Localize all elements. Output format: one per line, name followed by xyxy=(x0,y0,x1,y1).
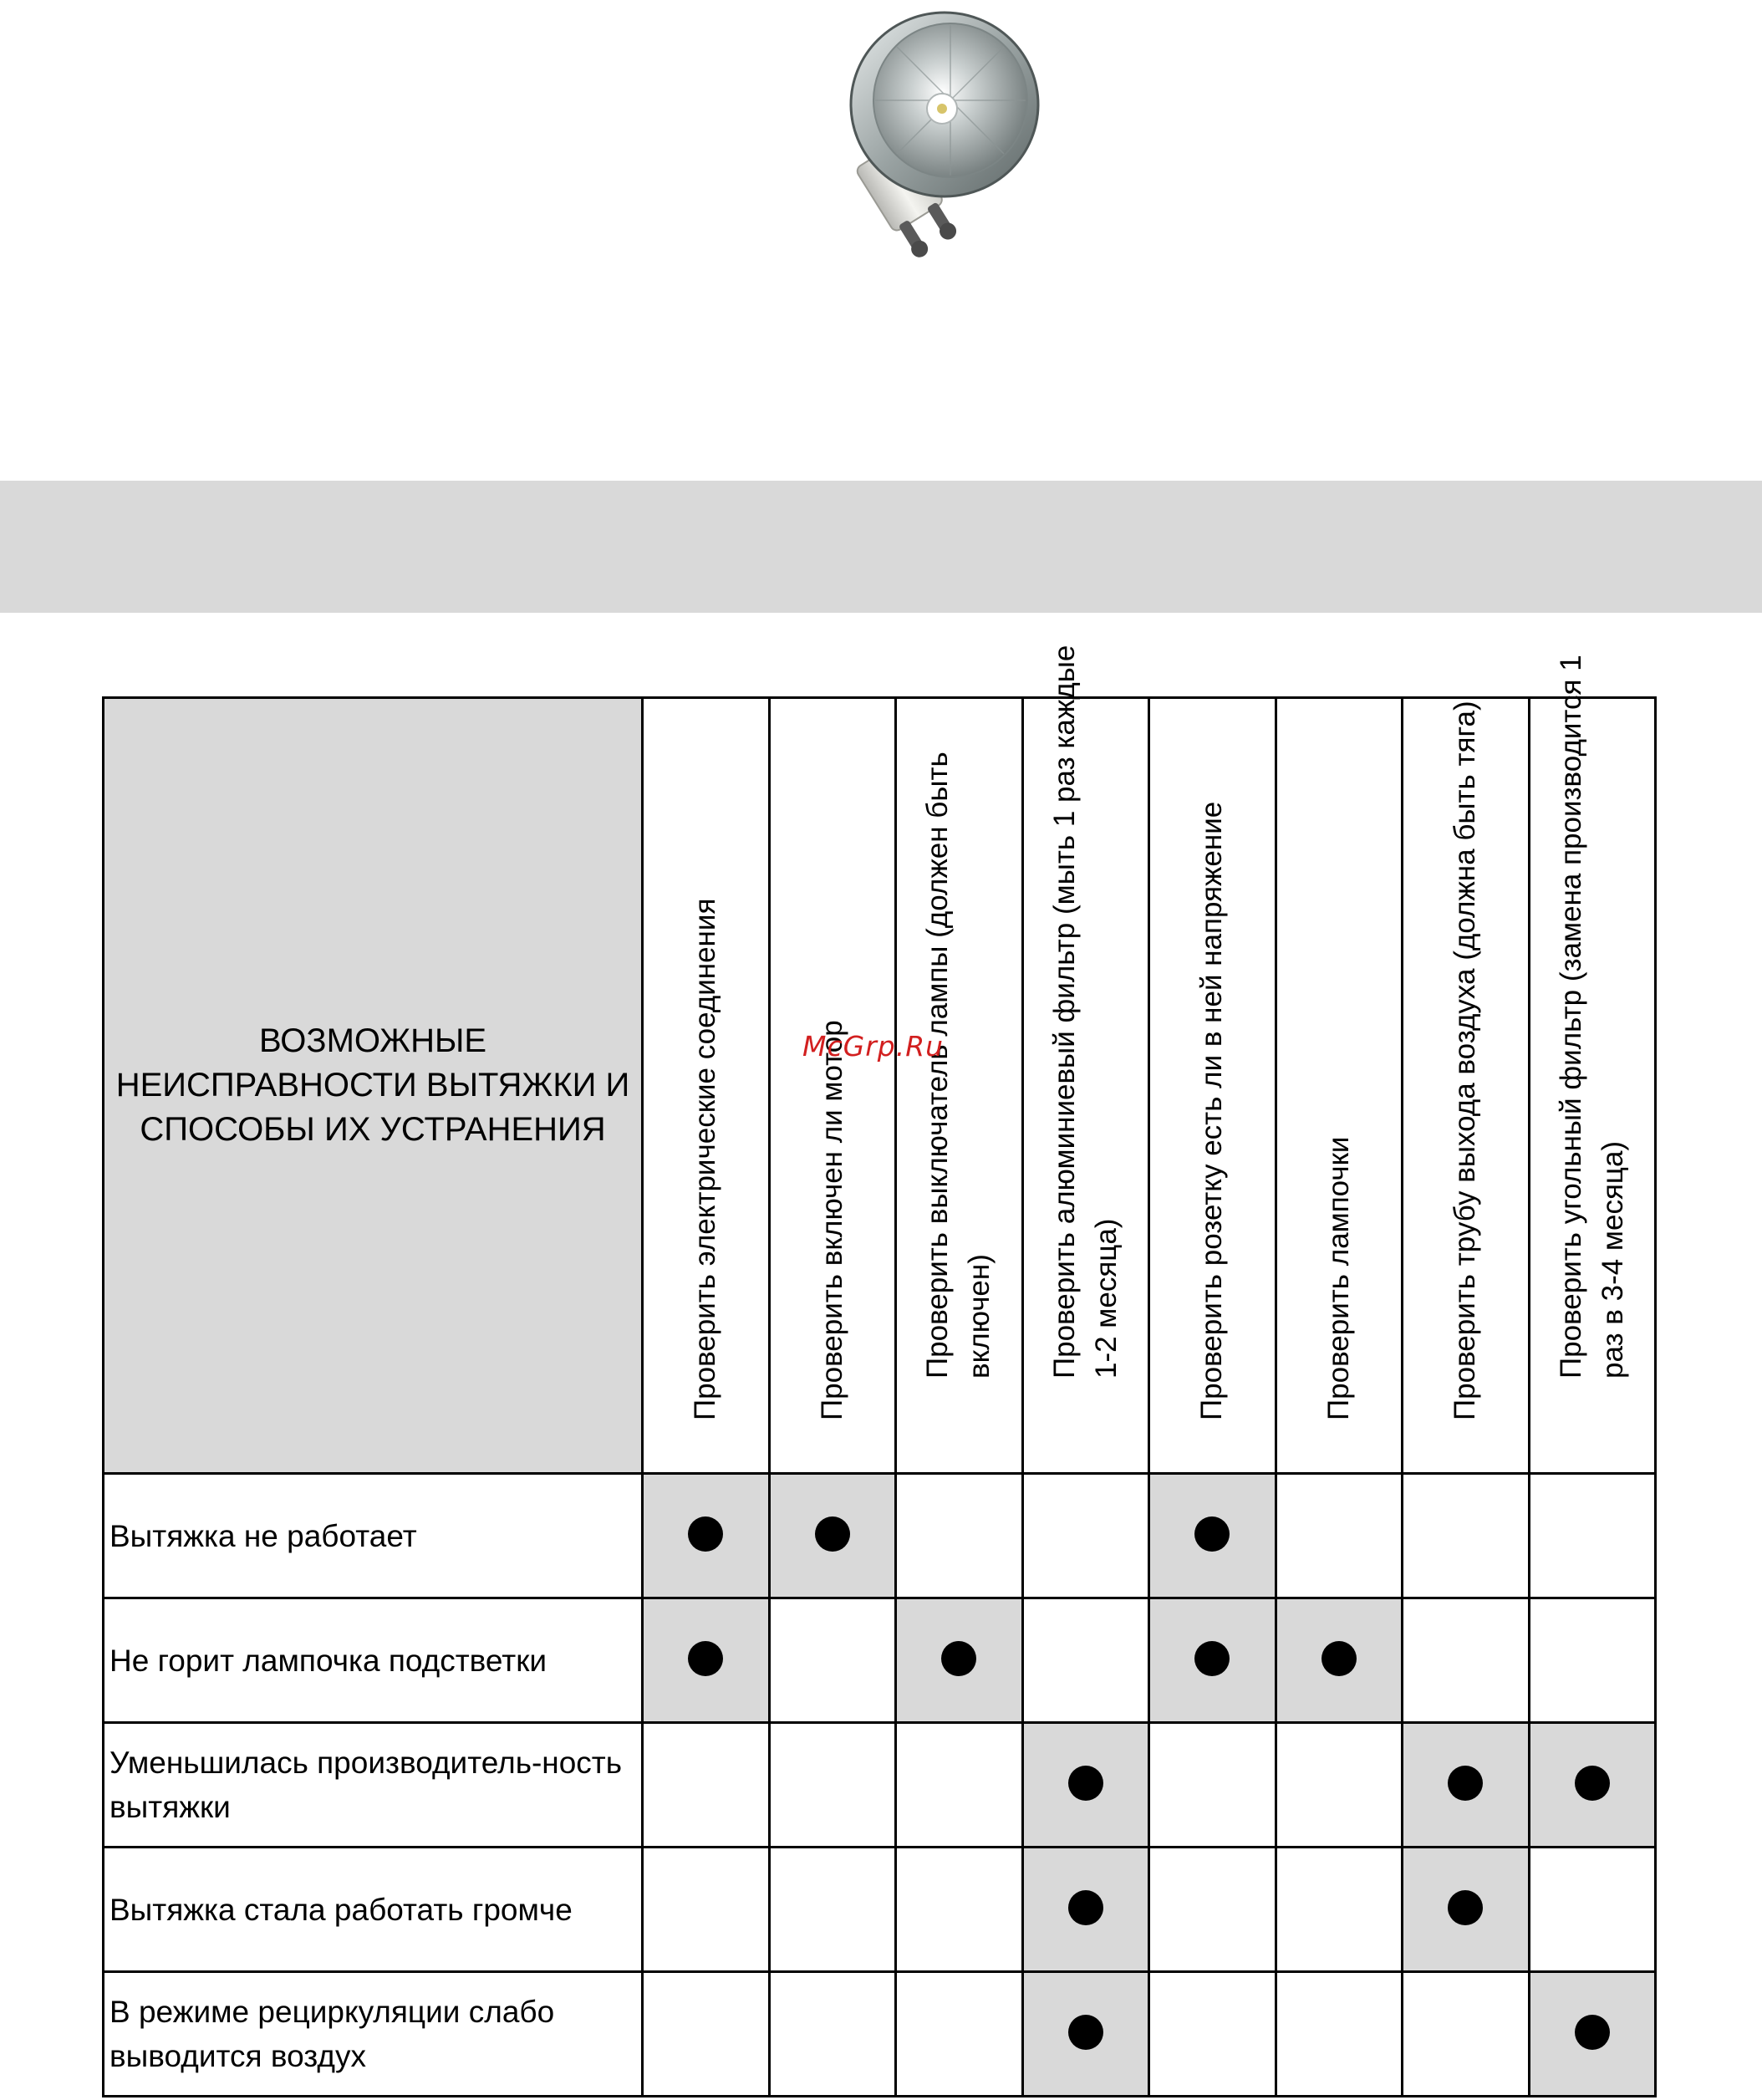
section-header-band xyxy=(0,481,1762,613)
mark-cell xyxy=(1276,1972,1403,2097)
mark-cell-checked xyxy=(1276,1598,1403,1723)
check-dot-icon xyxy=(1448,1766,1483,1801)
action-header xyxy=(1276,698,1403,1474)
check-dot-icon xyxy=(1194,1641,1230,1676)
watermark: McGrp.Ru xyxy=(802,1030,945,1063)
troubleshooting-table xyxy=(102,645,1657,2097)
action-header xyxy=(1403,698,1530,1474)
problem-label: Вытяжка стала работать громче xyxy=(104,1848,643,1972)
action-header xyxy=(1022,645,1149,1474)
mark-cell-checked xyxy=(1022,1723,1149,1848)
mark-cell xyxy=(1403,1474,1530,1598)
mark-cell xyxy=(769,1848,896,1972)
action-header xyxy=(643,698,770,1474)
mark-cell xyxy=(769,1598,896,1723)
mark-cell xyxy=(896,1848,1023,1972)
mark-cell xyxy=(643,1723,770,1848)
mark-cell xyxy=(896,1723,1023,1848)
problem-label: В режиме рециркуляции слабо выводится воздух xyxy=(104,1972,643,2097)
table-row xyxy=(104,1972,1656,2097)
mark-cell-checked xyxy=(1529,1723,1656,1848)
problem-label: Вытяжка не работает xyxy=(104,1474,643,1598)
halogen-lamp-gu10-icon xyxy=(756,0,1049,268)
action-header xyxy=(896,698,1023,1474)
table-row xyxy=(104,1598,1656,1723)
check-dot-icon xyxy=(1068,1890,1103,1925)
mark-cell-checked xyxy=(1529,1972,1656,2097)
action-label: Проверить угольный фильтр (замена производится 1 раз в 3-4 месяца) xyxy=(1554,655,1629,1379)
header-row xyxy=(104,698,1656,1474)
mark-cell xyxy=(1022,1598,1149,1723)
mark-cell xyxy=(896,1972,1023,2097)
mark-cell xyxy=(1529,1598,1656,1723)
action-header xyxy=(769,698,896,1474)
mark-cell xyxy=(1529,1474,1656,1598)
table-row xyxy=(104,1723,1656,1848)
mark-cell-checked xyxy=(769,1474,896,1598)
action-label: Проверить электрические соединения xyxy=(689,898,722,1420)
action-label: Проверить лампочки xyxy=(1322,1136,1355,1420)
mark-cell xyxy=(896,1474,1023,1598)
mark-cell xyxy=(1149,1972,1276,2097)
check-dot-icon xyxy=(688,1516,723,1552)
table-row xyxy=(104,1848,1656,1972)
mark-cell-checked xyxy=(896,1598,1023,1723)
problem-label: Уменьшилась производитель-ность вытяжки xyxy=(104,1723,643,1848)
mark-cell-checked xyxy=(1403,1723,1530,1848)
mark-cell xyxy=(1529,1848,1656,1972)
check-dot-icon xyxy=(1068,2015,1103,2050)
mark-cell-checked xyxy=(1022,1972,1149,2097)
mark-cell xyxy=(1403,1972,1530,2097)
mark-cell xyxy=(643,1848,770,1972)
mark-cell-checked xyxy=(1022,1848,1149,1972)
check-dot-icon xyxy=(1575,1766,1610,1801)
action-header xyxy=(1149,698,1276,1474)
mark-cell-checked xyxy=(1403,1848,1530,1972)
check-dot-icon xyxy=(1322,1641,1357,1676)
action-header xyxy=(1529,655,1656,1474)
mark-cell-checked xyxy=(643,1598,770,1723)
mark-cell xyxy=(769,1972,896,2097)
mark-cell-checked xyxy=(1149,1474,1276,1598)
check-dot-icon xyxy=(941,1641,976,1676)
mark-cell xyxy=(1403,1598,1530,1723)
action-label: Проверить трубу выхода воздуха (должна быть тяга) xyxy=(1449,701,1482,1420)
check-dot-icon xyxy=(1575,2015,1610,2050)
table-title: ВОЗМОЖНЫЕ НЕИСПРАВНОСТИ ВЫТЯЖКИ И СПОСОБЫ ИХ УСТРАНЕНИЯ xyxy=(104,698,643,1474)
mark-cell-checked xyxy=(1149,1598,1276,1723)
mark-cell xyxy=(643,1972,770,2097)
problem-label: Не горит лампочка подстветки xyxy=(104,1598,643,1723)
table-row xyxy=(104,1474,1656,1598)
action-label: Проверить включен ли мотор xyxy=(815,1020,848,1420)
mark-cell-checked xyxy=(643,1474,770,1598)
mark-cell xyxy=(1149,1848,1276,1972)
mark-cell xyxy=(1276,1723,1403,1848)
mark-cell xyxy=(1022,1474,1149,1598)
mark-cell xyxy=(1149,1723,1276,1848)
check-dot-icon xyxy=(1068,1766,1103,1801)
action-label: Проверить розетку есть ли в ней напряжение xyxy=(1195,801,1229,1420)
check-dot-icon xyxy=(1194,1516,1230,1552)
check-dot-icon xyxy=(1448,1890,1483,1925)
mark-cell xyxy=(1276,1474,1403,1598)
action-label: Проверить выключатель лампы (должен быть включен) xyxy=(921,752,996,1379)
mark-cell xyxy=(769,1723,896,1848)
mark-cell xyxy=(1276,1848,1403,1972)
check-dot-icon xyxy=(688,1641,723,1676)
check-dot-icon xyxy=(815,1516,850,1552)
action-label: Проверить алюминиевый фильтр (мыть 1 раз каждые 1-2 месяца) xyxy=(1047,645,1123,1379)
